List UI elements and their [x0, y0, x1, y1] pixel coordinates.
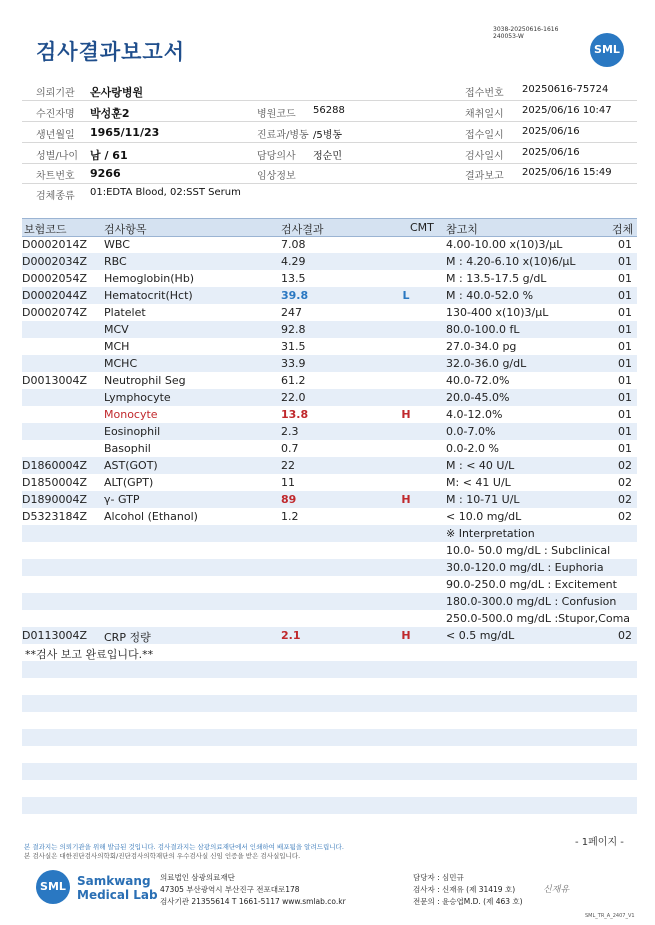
header-cmt: CMT	[410, 221, 434, 234]
cell-ref: 40.0-72.0%	[446, 374, 510, 387]
table-row	[22, 644, 637, 661]
header-code: 보험코드	[24, 223, 67, 236]
header-specimen: 검체	[612, 223, 634, 236]
table-row	[22, 746, 637, 763]
cell-name: Eosinophil	[104, 425, 161, 438]
cell-result: 33.9	[281, 357, 306, 370]
cell-result: 0.7	[281, 442, 299, 455]
table-row	[22, 814, 637, 831]
table-row	[22, 406, 637, 423]
cell-spec: 01	[618, 289, 632, 302]
footer-brand	[77, 874, 158, 902]
footer-staff	[413, 872, 523, 908]
info-l3: 결과보고	[465, 171, 504, 182]
footer-addr-1: 의료법인 삼광의료재단	[160, 873, 235, 882]
table-row	[22, 661, 637, 678]
cell-result: 11	[281, 476, 295, 489]
cell-code: D0113004Z	[22, 629, 87, 642]
cell-name: Lymphocyte	[104, 391, 171, 404]
table-row	[22, 474, 637, 491]
cell-spec: 01	[618, 442, 632, 455]
cell-name: Hemoglobin(Hb)	[104, 272, 195, 285]
info-v3: 2025/06/16 15:49	[522, 167, 612, 178]
sml-logo: SML	[590, 33, 624, 67]
cell-result: 92.8	[281, 323, 306, 336]
page-number: - 1페이지 -	[575, 837, 624, 848]
cell-ref: 4.0-12.0%	[446, 408, 503, 421]
cell-name: AST(GOT)	[104, 459, 158, 472]
cell-ref: < 0.5 mg/dL	[446, 629, 515, 642]
cell-spec: 02	[618, 459, 632, 472]
info-l3: 접수일시	[465, 130, 504, 141]
cell-spec: 01	[618, 323, 632, 336]
info-l2: 병원코드	[257, 109, 296, 120]
cell-spec: 01	[618, 272, 632, 285]
cell-name: MCHC	[104, 357, 138, 370]
info-v1: 남 / 61	[90, 149, 128, 162]
info-l2: 진료과/병동	[257, 130, 309, 141]
cell-ref: 4.00-10.00 x(10)3/μL	[446, 238, 563, 251]
info-v2: 정순민	[313, 151, 342, 162]
info-v1: 9266	[90, 167, 121, 180]
cell-spec: 02	[618, 476, 632, 489]
cell-code: D0002044Z	[22, 289, 87, 302]
cell-ref: 130-400 x(10)3/μL	[446, 306, 549, 319]
cell-spec: 01	[618, 306, 632, 319]
table-row	[22, 389, 637, 406]
cell-cmt: H	[401, 408, 411, 421]
table-row	[22, 610, 637, 627]
cell-result: 2.1	[281, 629, 301, 642]
info-v1: 온사랑병원	[90, 86, 144, 99]
info-row	[22, 80, 637, 101]
cell-ref: ※ Interpretation	[446, 527, 535, 540]
header-reference: 참고치	[446, 223, 478, 236]
cell-ref: M: < 41 U/L	[446, 476, 511, 489]
cell-ref: < 10.0 mg/dL	[446, 510, 522, 523]
cell-name: MCV	[104, 323, 129, 336]
cell-result: 22	[281, 459, 295, 472]
cell-ref: 10.0- 50.0 mg/dL : Subclinical	[446, 544, 611, 557]
info-l2: 담당의사	[257, 151, 296, 162]
cell-name: Basophil	[104, 442, 151, 455]
info-row	[22, 143, 637, 164]
cell-name: MCH	[104, 340, 130, 353]
form-code: SML_TR_A_2407_V1	[585, 913, 635, 919]
footer-staff-1: 담당자 : 심민규	[413, 873, 464, 882]
table-row	[22, 797, 637, 814]
table-row	[22, 559, 637, 576]
table-row	[22, 542, 637, 559]
cell-ref: 180.0-300.0 mg/dL : Confusion	[446, 595, 617, 608]
table-row	[22, 338, 637, 355]
signature: 신재유	[543, 885, 570, 895]
cell-ref: 27.0-34.0 pg	[446, 340, 517, 353]
cell-result: 61.2	[281, 374, 306, 387]
table-row	[22, 253, 637, 270]
table-row	[22, 627, 637, 644]
document-id-line-1: 3038-20250616-1616	[493, 26, 559, 33]
cell-ref: M : 4.20-6.10 x(10)6/μL	[446, 255, 576, 268]
info-v3: 2025/06/16	[522, 126, 580, 137]
info-l1: 차트번호	[36, 171, 75, 182]
info-v3: 20250616-75724	[522, 84, 609, 95]
info-l2: 임상정보	[257, 171, 296, 182]
table-row	[22, 270, 637, 287]
cell-spec: 01	[618, 391, 632, 404]
cell-result: 22.0	[281, 391, 306, 404]
results-table-header	[22, 218, 637, 237]
cell-result: 247	[281, 306, 302, 319]
cell-result: 89	[281, 493, 297, 506]
table-row	[22, 491, 637, 508]
info-v1: 박성훈2	[90, 107, 130, 120]
cell-spec: 01	[618, 255, 632, 268]
cell-name: ALT(GPT)	[104, 476, 154, 489]
cell-name: RBC	[104, 255, 127, 268]
footnote-1: 본 결과지는 의뢰기관을 위해 발급된 것입니다. 검사결과지는 삼광의료재단에서 인쇄하여 배포됨을 알려드립니다.	[24, 843, 344, 851]
cell-code: D1850004Z	[22, 476, 87, 489]
cell-ref: M : < 40 U/L	[446, 459, 515, 472]
cell-ref: 90.0-250.0 mg/dL : Excitement	[446, 578, 617, 591]
footer-brand-line-2: Medical Lab	[77, 888, 158, 902]
cell-result: 7.08	[281, 238, 306, 251]
cell-code: D1890004Z	[22, 493, 87, 506]
cell-code: D0002074Z	[22, 306, 87, 319]
cell-spec: 01	[618, 340, 632, 353]
cell-ref: 80.0-100.0 fL	[446, 323, 520, 336]
cell-code: D0002014Z	[22, 238, 87, 251]
cell-cmt: H	[401, 629, 411, 642]
table-row	[22, 423, 637, 440]
document-id	[493, 26, 558, 40]
cell-spec: 01	[618, 374, 632, 387]
table-row	[22, 287, 637, 304]
cell-result: 13.5	[281, 272, 306, 285]
cell-spec: 01	[618, 357, 632, 370]
cell-name: CRP 정량	[104, 631, 151, 644]
footer-sml-logo: SML	[36, 870, 70, 904]
header-name: 검사항목	[104, 223, 147, 236]
footer-addr-2: 47305 부산광역시 부산진구 전포대로178	[160, 885, 300, 894]
info-v3: 2025/06/16 10:47	[522, 105, 612, 116]
table-row	[22, 525, 637, 542]
cell-code: **검사 보고 완료입니다.**	[25, 648, 154, 661]
table-row	[22, 763, 637, 780]
footer-address	[160, 872, 346, 908]
cell-name: Alcohol (Ethanol)	[104, 510, 198, 523]
cell-code: D0002034Z	[22, 255, 87, 268]
cell-result: 1.2	[281, 510, 299, 523]
table-row	[22, 780, 637, 797]
info-l1: 생년월일	[36, 130, 75, 141]
cell-code: D0002054Z	[22, 272, 87, 285]
report-title: 검사결과보고서	[36, 40, 186, 64]
header-result: 검사결과	[281, 223, 324, 236]
info-row	[22, 163, 637, 184]
info-l1: 수진자명	[36, 109, 75, 120]
cell-ref: 0.0-7.0%	[446, 425, 496, 438]
info-l1: 의뢰기관	[36, 88, 75, 99]
table-row	[22, 321, 637, 338]
footer-brand-line-1: Samkwang	[77, 874, 151, 888]
cell-ref: 30.0-120.0 mg/dL : Euphoria	[446, 561, 604, 574]
table-row	[22, 729, 637, 746]
footer-staff-3: 전문의 : 윤승엽M.D. (제 463 호)	[413, 897, 523, 906]
cell-spec: 01	[618, 238, 632, 251]
table-row	[22, 236, 637, 253]
cell-result: 39.8	[281, 289, 309, 302]
cell-result: 13.8	[281, 408, 309, 421]
cell-name: γ- GTP	[104, 493, 140, 506]
cell-result: 31.5	[281, 340, 306, 353]
cell-ref: 0.0-2.0 %	[446, 442, 499, 455]
cell-spec: 01	[618, 408, 632, 421]
cell-cmt: H	[401, 493, 411, 506]
table-row	[22, 508, 637, 525]
cell-cmt: L	[402, 289, 410, 302]
footnote-2: 본 검사실은 대한진단검사의학회/진단검사의학재단의 우수검사실 신임 인증을 받은 검사실입니다.	[24, 852, 301, 860]
cell-ref: 250.0-500.0 mg/dL :Stupor,Coma	[446, 612, 631, 625]
cell-name: Neutrophil Seg	[104, 374, 186, 387]
cell-code: D1860004Z	[22, 459, 87, 472]
info-row	[22, 183, 637, 203]
footer-staff-2: 검사자 : 신재유 (제 31419 호)	[413, 885, 516, 894]
table-row	[22, 355, 637, 372]
cell-name: Platelet	[104, 306, 146, 319]
info-v1: 1965/11/23	[90, 126, 160, 139]
cell-ref: M : 10-71 U/L	[446, 493, 520, 506]
cell-spec: 02	[618, 493, 632, 506]
table-row	[22, 576, 637, 593]
table-row	[22, 304, 637, 321]
cell-code: D0013004Z	[22, 374, 87, 387]
info-row	[22, 122, 637, 143]
info-l3: 채취일시	[465, 109, 504, 120]
cell-name: Hematocrit(Hct)	[104, 289, 193, 302]
table-row	[22, 440, 637, 457]
cell-spec: 01	[618, 425, 632, 438]
document-id-line-2: 240053-W	[493, 33, 524, 40]
info-l1: 검체종류	[36, 191, 75, 202]
cell-spec: 02	[618, 629, 632, 642]
cell-spec: 02	[618, 510, 632, 523]
info-v2: /5병동	[313, 130, 343, 141]
table-row	[22, 678, 637, 695]
info-row	[22, 101, 637, 122]
info-l3: 검사일시	[465, 151, 504, 162]
cell-result: 4.29	[281, 255, 306, 268]
cell-result: 2.3	[281, 425, 299, 438]
info-l1: 성별/나이	[36, 151, 79, 162]
info-v2: 56288	[313, 105, 345, 116]
cell-ref: M : 40.0-52.0 %	[446, 289, 534, 302]
cell-name: Monocyte	[104, 408, 158, 421]
footer-addr-3: 검사기관 21355614 T 1661-5117 www.smlab.co.kr	[160, 897, 346, 906]
table-row	[22, 372, 637, 389]
table-row	[22, 457, 637, 474]
info-v3: 2025/06/16	[522, 147, 580, 158]
table-row	[22, 712, 637, 729]
cell-ref: 20.0-45.0%	[446, 391, 510, 404]
table-row	[22, 593, 637, 610]
info-v1: 01:EDTA Blood, 02:SST Serum	[90, 187, 241, 198]
cell-ref: 32.0-36.0 g/dL	[446, 357, 527, 370]
cell-name: WBC	[104, 238, 130, 251]
info-l3: 접수번호	[465, 88, 504, 99]
cell-ref: M : 13.5-17.5 g/dL	[446, 272, 547, 285]
cell-code: D5323184Z	[22, 510, 87, 523]
table-row	[22, 695, 637, 712]
